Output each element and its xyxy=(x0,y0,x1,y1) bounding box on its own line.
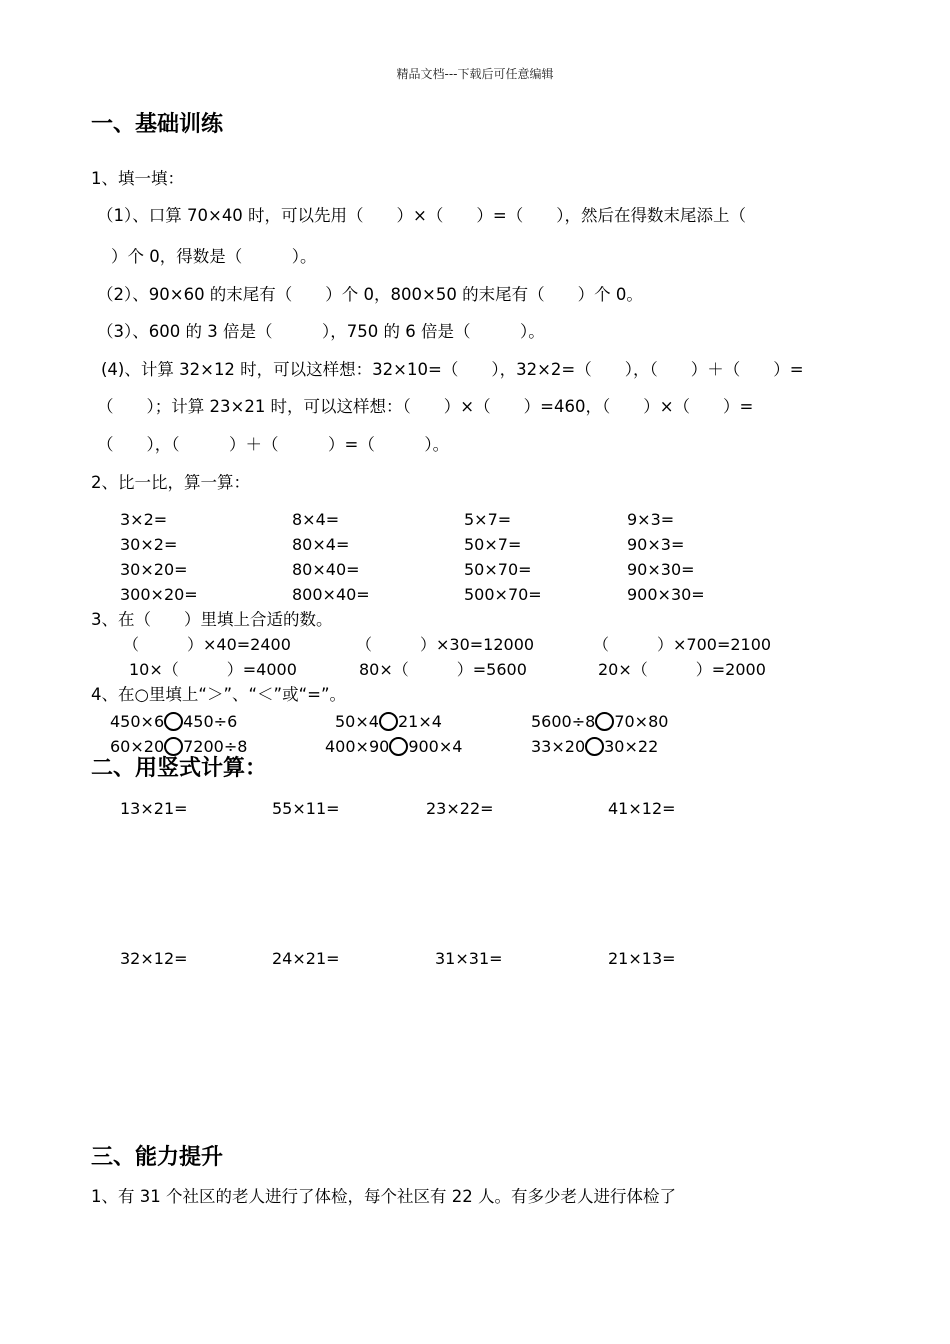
vertical-calc: 32×12= xyxy=(120,949,188,968)
q1-line2: ）个 0，得数是（ ）。 xyxy=(111,247,317,266)
answer-circle[interactable] xyxy=(389,737,408,756)
q3-cell: （ ）×700=2100 xyxy=(593,635,772,654)
q3-cell: 10×（ ）=4000 xyxy=(129,660,297,679)
q1-line6: （ ）；计算 23×21 时，可以这样想：（ ）×（ ）=460，（ ）×（ ）= xyxy=(97,397,754,416)
q1-line4: （3）、600 的 3 倍是（ ），750 的 6 倍是（ ）。 xyxy=(97,322,545,341)
q4-left: 50×4 xyxy=(335,712,379,731)
q4-right: 900×4 xyxy=(408,737,463,756)
q3-label: 3、在（ ）里填上合适的数。 xyxy=(91,610,333,629)
vertical-calc: 24×21= xyxy=(272,949,340,968)
q4-item xyxy=(531,737,658,756)
q2-cell: 50×70= xyxy=(464,560,532,579)
vertical-calc: 13×21= xyxy=(120,799,188,818)
section3-title: 三、能力提升 xyxy=(91,1145,224,1170)
q1-line5: (4)、计算 32×12 时，可以这样想：32×10=（ ），32×2=（ ），（ ）＋（ ）= xyxy=(101,360,804,379)
answer-circle[interactable] xyxy=(164,737,183,756)
q4-left: 60×20 xyxy=(110,737,165,756)
q4-item xyxy=(325,737,462,756)
q1-line3: （2）、90×60 的末尾有（ ）个 0，800×50 的末尾有（ ）个 0。 xyxy=(97,285,643,304)
q2-cell: 5×7= xyxy=(464,510,512,529)
q1-line1: （1）、口算 70×40 时，可以先用（ ）×（ ）=（ ），然后在得数末尾添上（ xyxy=(97,206,746,225)
q3-cell: （ ）×40=2400 xyxy=(123,635,291,654)
q4-right: 450÷6 xyxy=(183,712,238,731)
q4-left: 400×90 xyxy=(325,737,390,756)
vertical-calc: 41×12= xyxy=(608,799,676,818)
q2-cell: 80×40= xyxy=(292,560,360,579)
q2-cell: 8×4= xyxy=(292,510,340,529)
q4-right: 30×22 xyxy=(604,737,659,756)
q4-item xyxy=(531,712,668,731)
q4-item xyxy=(110,737,247,756)
q2-cell: 500×70= xyxy=(464,585,542,604)
answer-circle[interactable] xyxy=(164,712,183,731)
q4-right: 7200÷8 xyxy=(183,737,248,756)
q4-left: 450×6 xyxy=(110,712,165,731)
answer-circle[interactable] xyxy=(595,712,614,731)
q3-cell: 20×（ ）=2000 xyxy=(598,660,766,679)
section2-title: 二、用竖式计算： xyxy=(91,756,268,781)
q4-item xyxy=(110,712,237,731)
q2-cell: 90×30= xyxy=(627,560,695,579)
q3-cell: （ ）×30=12000 xyxy=(356,635,535,654)
q2-cell: 800×40= xyxy=(292,585,370,604)
q2-cell: 300×20= xyxy=(120,585,198,604)
q4-label: 4、在○里填上“＞”、“＜”或“=”。 xyxy=(91,685,347,704)
section3-q1: 1、有 31 个社区的老人进行了体检，每个社区有 22 人。有多少老人进行体检了 xyxy=(91,1187,676,1206)
vertical-calc: 55×11= xyxy=(272,799,340,818)
q2-cell: 30×2= xyxy=(120,535,178,554)
q2-label: 2、比一比，算一算： xyxy=(91,473,250,492)
q2-cell: 3×2= xyxy=(120,510,168,529)
q1-label: 1、填一填： xyxy=(91,169,184,188)
answer-circle[interactable] xyxy=(379,712,398,731)
q4-item xyxy=(335,712,442,731)
q3-cell: 80×（ ）=5600 xyxy=(359,660,527,679)
q2-cell: 90×3= xyxy=(627,535,685,554)
section1-title: 一、基础训练 xyxy=(91,112,224,137)
q1-line7: （ ），（ ）＋（ ）=（ ）。 xyxy=(97,435,450,454)
vertical-calc: 21×13= xyxy=(608,949,676,968)
q2-cell: 30×20= xyxy=(120,560,188,579)
q2-cell: 900×30= xyxy=(627,585,705,604)
vertical-calc: 23×22= xyxy=(426,799,494,818)
q2-cell: 9×3= xyxy=(627,510,675,529)
q2-cell: 80×4= xyxy=(292,535,350,554)
q4-right: 70×80 xyxy=(614,712,669,731)
q4-left: 33×20 xyxy=(531,737,586,756)
q4-right: 21×4 xyxy=(397,712,442,731)
vertical-calc: 31×31= xyxy=(435,949,503,968)
page-header: 精品文档---下载后可任意编辑 xyxy=(396,67,554,81)
q2-cell: 50×7= xyxy=(464,535,522,554)
answer-circle[interactable] xyxy=(585,737,604,756)
q4-left: 5600÷8 xyxy=(531,712,596,731)
